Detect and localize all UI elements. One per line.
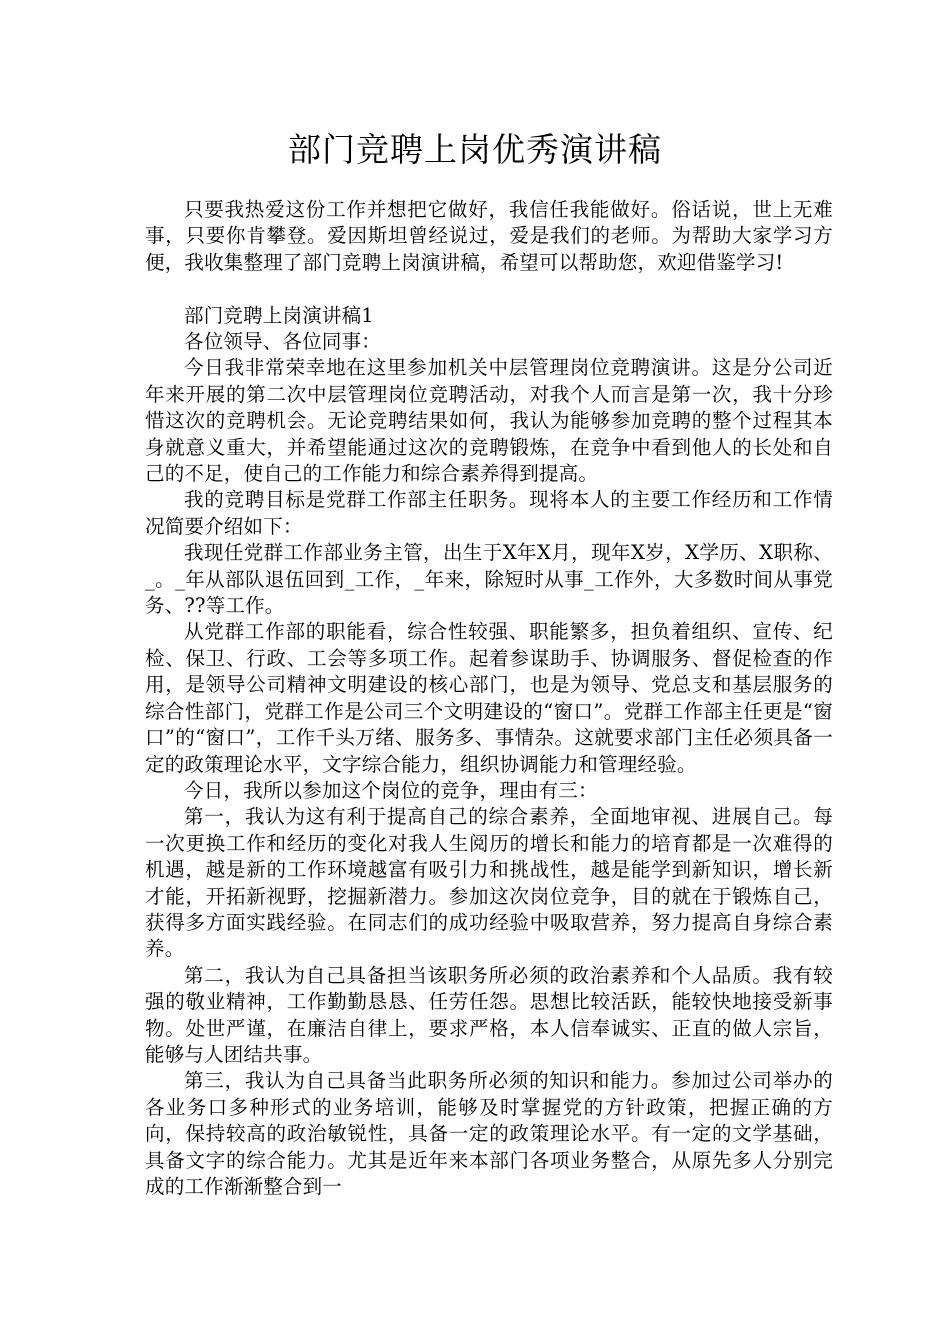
body-paragraph: 今日，我所以参加这个岗位的竞争，理由有三： (184, 778, 598, 802)
greeting: 各位领导、各位同事： (184, 330, 382, 354)
body-paragraph: 第二，我认为自己具备担当该职务所必须的政治素养和个人品质。我有较强的敬业精神，工作勤勤恳恳、任劳任怨。思想比较活跃，能较快地接受新事物。处世严谨，在廉洁自律上，要求严格，本人信奉诚实、正直的做人宗旨，能够与人团结共事。 (145, 963, 833, 1066)
body-paragraph: 从党群工作部的职能看，综合性较强、职能繁多，担负着组织、宣传、纪检、保卫、行政、工会等多项工作。起着参谋助手、协调服务、督促检查的作用，是领导公司精神文明建设的核心部门，也是为领导、党总支和基层服务的综合性部门，党群工作是公司三个文明建设的“窗口”。党群工作部主任更是“窗口”的“窗口”，工作千头万绪、服务多、事情杂。这就要求部门主任必须具备一定的政策理论水平，文字综合能力，组织协调能力和管理经验。 (145, 620, 833, 776)
body-paragraph: 我现任党群工作部业务主管，出生于X年X月，现年X岁，X学历、X职称、_。_年从部队退伍回到_工作，_年来，除短时从事_工作外，大多数时间从事党务、??等工作。 (145, 541, 833, 618)
body-paragraph: 今日我非常荣幸地在这里参加机关中层管理岗位竞聘演讲。这是分公司近年来开展的第二次中层管理岗位竞聘活动，对我个人而言是第一次，我十分珍惜这次的竞聘机会。无论竞聘结果如何，我认为能够参加竞聘的整个过程其本身就意义重大，并希望能通过这次的竞聘锻炼，在竞争中看到他人的长处和自己的不足，使自己的工作能力和综合素养得到提高。 (145, 356, 833, 486)
body-paragraph: 我的竞聘目标是党群工作部主任职务。现将本人的主要工作经历和工作情况简要介绍如下： (145, 488, 833, 538)
intro-paragraph: 只要我热爱这份工作并想把它做好，我信任我能做好。俗话说，世上无难事，只要你肯攀登。爱因斯坦曾经说过，爱是我们的老师。为帮助大家学习方便，我收集整理了部门竞聘上岗演讲稿，希望可以帮助您，欢迎借鉴学习! (145, 198, 833, 274)
body-paragraph: 第一，我认为这有利于提高自己的综合素养，全面地审视、进展自己。每一次更换工作和经历的变化对我人生阅历的增长和能力的培育都是一次难得的机遇，越是新的工作环境越富有吸引力和挑战性，越是能学到新知识，增长新才能，开拓新视野，挖掘新潜力。参加这次岗位竞争，目的就在于锻炼自己，获得多方面实践经验。在同志们的成功经验中吸取营养，努力提高自身综合素养。 (145, 805, 833, 961)
section-title: 部门竞聘上岗演讲稿1 (184, 303, 374, 327)
document-body (145, 197, 833, 1200)
document-title: 部门竞聘上岗优秀演讲稿 (288, 130, 662, 169)
body-paragraph: 第三，我认为自己具备当此职务所必须的知识和能力。参加过公司举办的各业务口多种形式的业务培训，能够及时掌握党的方针政策，把握正确的方向，保持较高的政治敏锐性，具备一定的政策理论水平。有一定的文学基础，具备文字的综合能力。尤其是近年来本部门各项业务整合，从原先多人分别完成的工作渐渐整合到一 (145, 1069, 833, 1199)
blank-line (145, 276, 833, 302)
